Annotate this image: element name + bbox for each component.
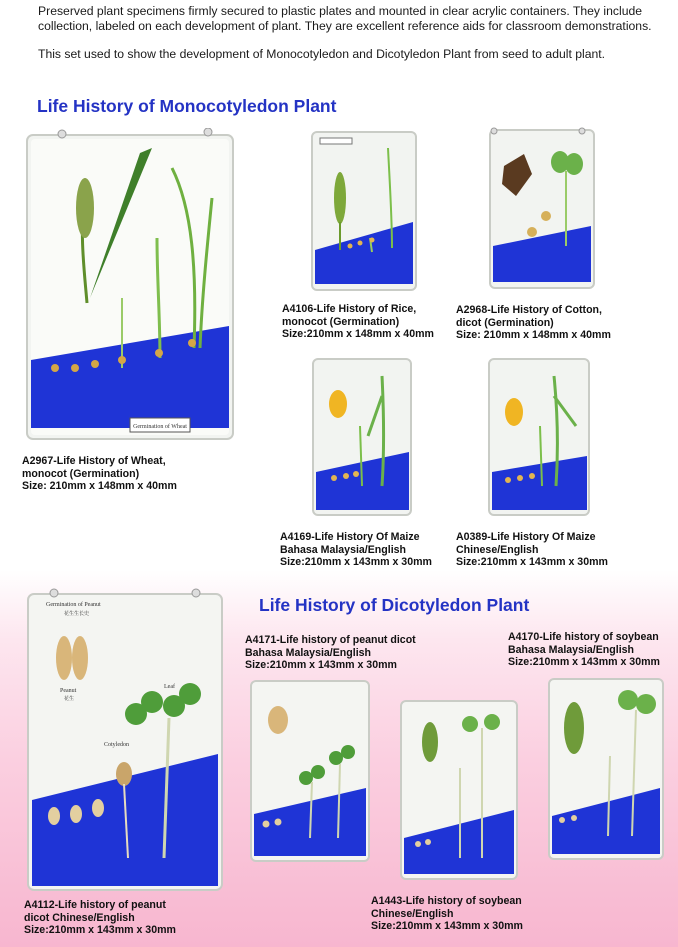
maize-bm-specimen-image <box>310 356 414 520</box>
peanut-label-cn: 花生 <box>64 696 75 702</box>
caption-sub: Bahasa Malaysia/English <box>280 543 407 556</box>
caption-a4112 <box>24 899 176 937</box>
caption-a1443 <box>371 895 523 933</box>
caption-sub: Chinese/English <box>456 543 539 556</box>
caption-a4171 <box>245 634 416 672</box>
caption-title: A1443-Life history of soybean <box>371 895 522 907</box>
caption-size: Size:210mm x 143mm x 30mm <box>456 556 608 568</box>
caption-sub: dicot Chinese/English <box>24 911 135 924</box>
caption-size: Size:210mm x 143mm x 30mm <box>24 924 176 936</box>
wheat-specimen-image <box>22 128 240 446</box>
caption-sub: Chinese/English <box>371 907 454 920</box>
caption-size: Size:210mm x 143mm x 30mm <box>371 920 523 932</box>
leaf-label: Leaf <box>164 684 175 690</box>
caption-title: A4170-Life history of soybean <box>508 631 659 643</box>
cotyledon-label: Cotyledon <box>104 742 129 748</box>
peanut-large-specimen-image <box>24 588 226 894</box>
caption-sub: monocot (Germination) <box>282 315 400 328</box>
maize-cn-specimen-image <box>486 356 592 520</box>
caption-size: Size:210mm x 143mm x 30mm <box>508 656 660 668</box>
soybean-bm-specimen-image <box>546 676 666 862</box>
caption-sub: monocot (Germination) <box>22 467 140 480</box>
caption-sub: Bahasa Malaysia/English <box>245 646 372 659</box>
caption-title: A4106-Life History of Rice, <box>282 303 417 315</box>
wheat-box-label: Germination of Wheat <box>133 424 187 430</box>
caption-title: A2967-Life History of Wheat, <box>22 455 166 467</box>
caption-a0389 <box>456 531 608 569</box>
intro-paragraph-2: This set used to show the development of Monocotyledon and Dicotyledon Plant from seed to adult plant. <box>38 47 606 61</box>
caption-size: Size: 210mm x 148mm x 40mm <box>22 480 177 492</box>
caption-size: Size:210mm x 143mm x 30mm <box>280 556 432 568</box>
caption-size: Size:210mm x 148mm x 40mm <box>282 328 434 340</box>
caption-a2967 <box>22 455 177 493</box>
caption-title: A4171-Life history of peanut dicot <box>245 634 416 646</box>
soybean-cn-specimen-image <box>398 698 520 882</box>
cotton-specimen-image <box>486 126 598 292</box>
caption-title: A4112-Life history of peanut <box>24 899 166 911</box>
rice-specimen-image <box>308 128 420 294</box>
caption-size: Size:210mm x 143mm x 30mm <box>245 659 397 671</box>
intro-text <box>38 4 668 75</box>
caption-a4169 <box>280 531 432 569</box>
peanut-box-title: Germination of Peanut <box>46 602 101 608</box>
caption-sub: Bahasa Malaysia/English <box>508 643 635 656</box>
caption-a4170 <box>508 631 660 669</box>
caption-title: A2968-Life History of Cotton, <box>456 304 602 316</box>
monocot-section-title: Life History of Monocotyledon Plant <box>37 96 337 116</box>
peanut-box-title-cn: 花生生长史 <box>64 611 90 617</box>
caption-a4106 <box>282 303 434 341</box>
caption-sub: dicot (Germination) <box>456 316 554 329</box>
peanut-small-specimen-image <box>248 678 372 864</box>
caption-a2968 <box>456 304 611 342</box>
dicot-section-title: Life History of Dicotyledon Plant <box>259 595 530 615</box>
caption-size: Size: 210mm x 148mm x 40mm <box>456 329 611 341</box>
caption-title: A4169-Life History Of Maize <box>280 531 420 543</box>
intro-paragraph-1: Preserved plant specimens firmly secured to plastic plates and mounted in clear acrylic containers. They include collection, labeled on each development of plant. They are excellent reference aids for classroom demonstrations. <box>38 4 652 33</box>
peanut-label: Peanut <box>60 688 77 694</box>
caption-title: A0389-Life History Of Maize <box>456 531 596 543</box>
